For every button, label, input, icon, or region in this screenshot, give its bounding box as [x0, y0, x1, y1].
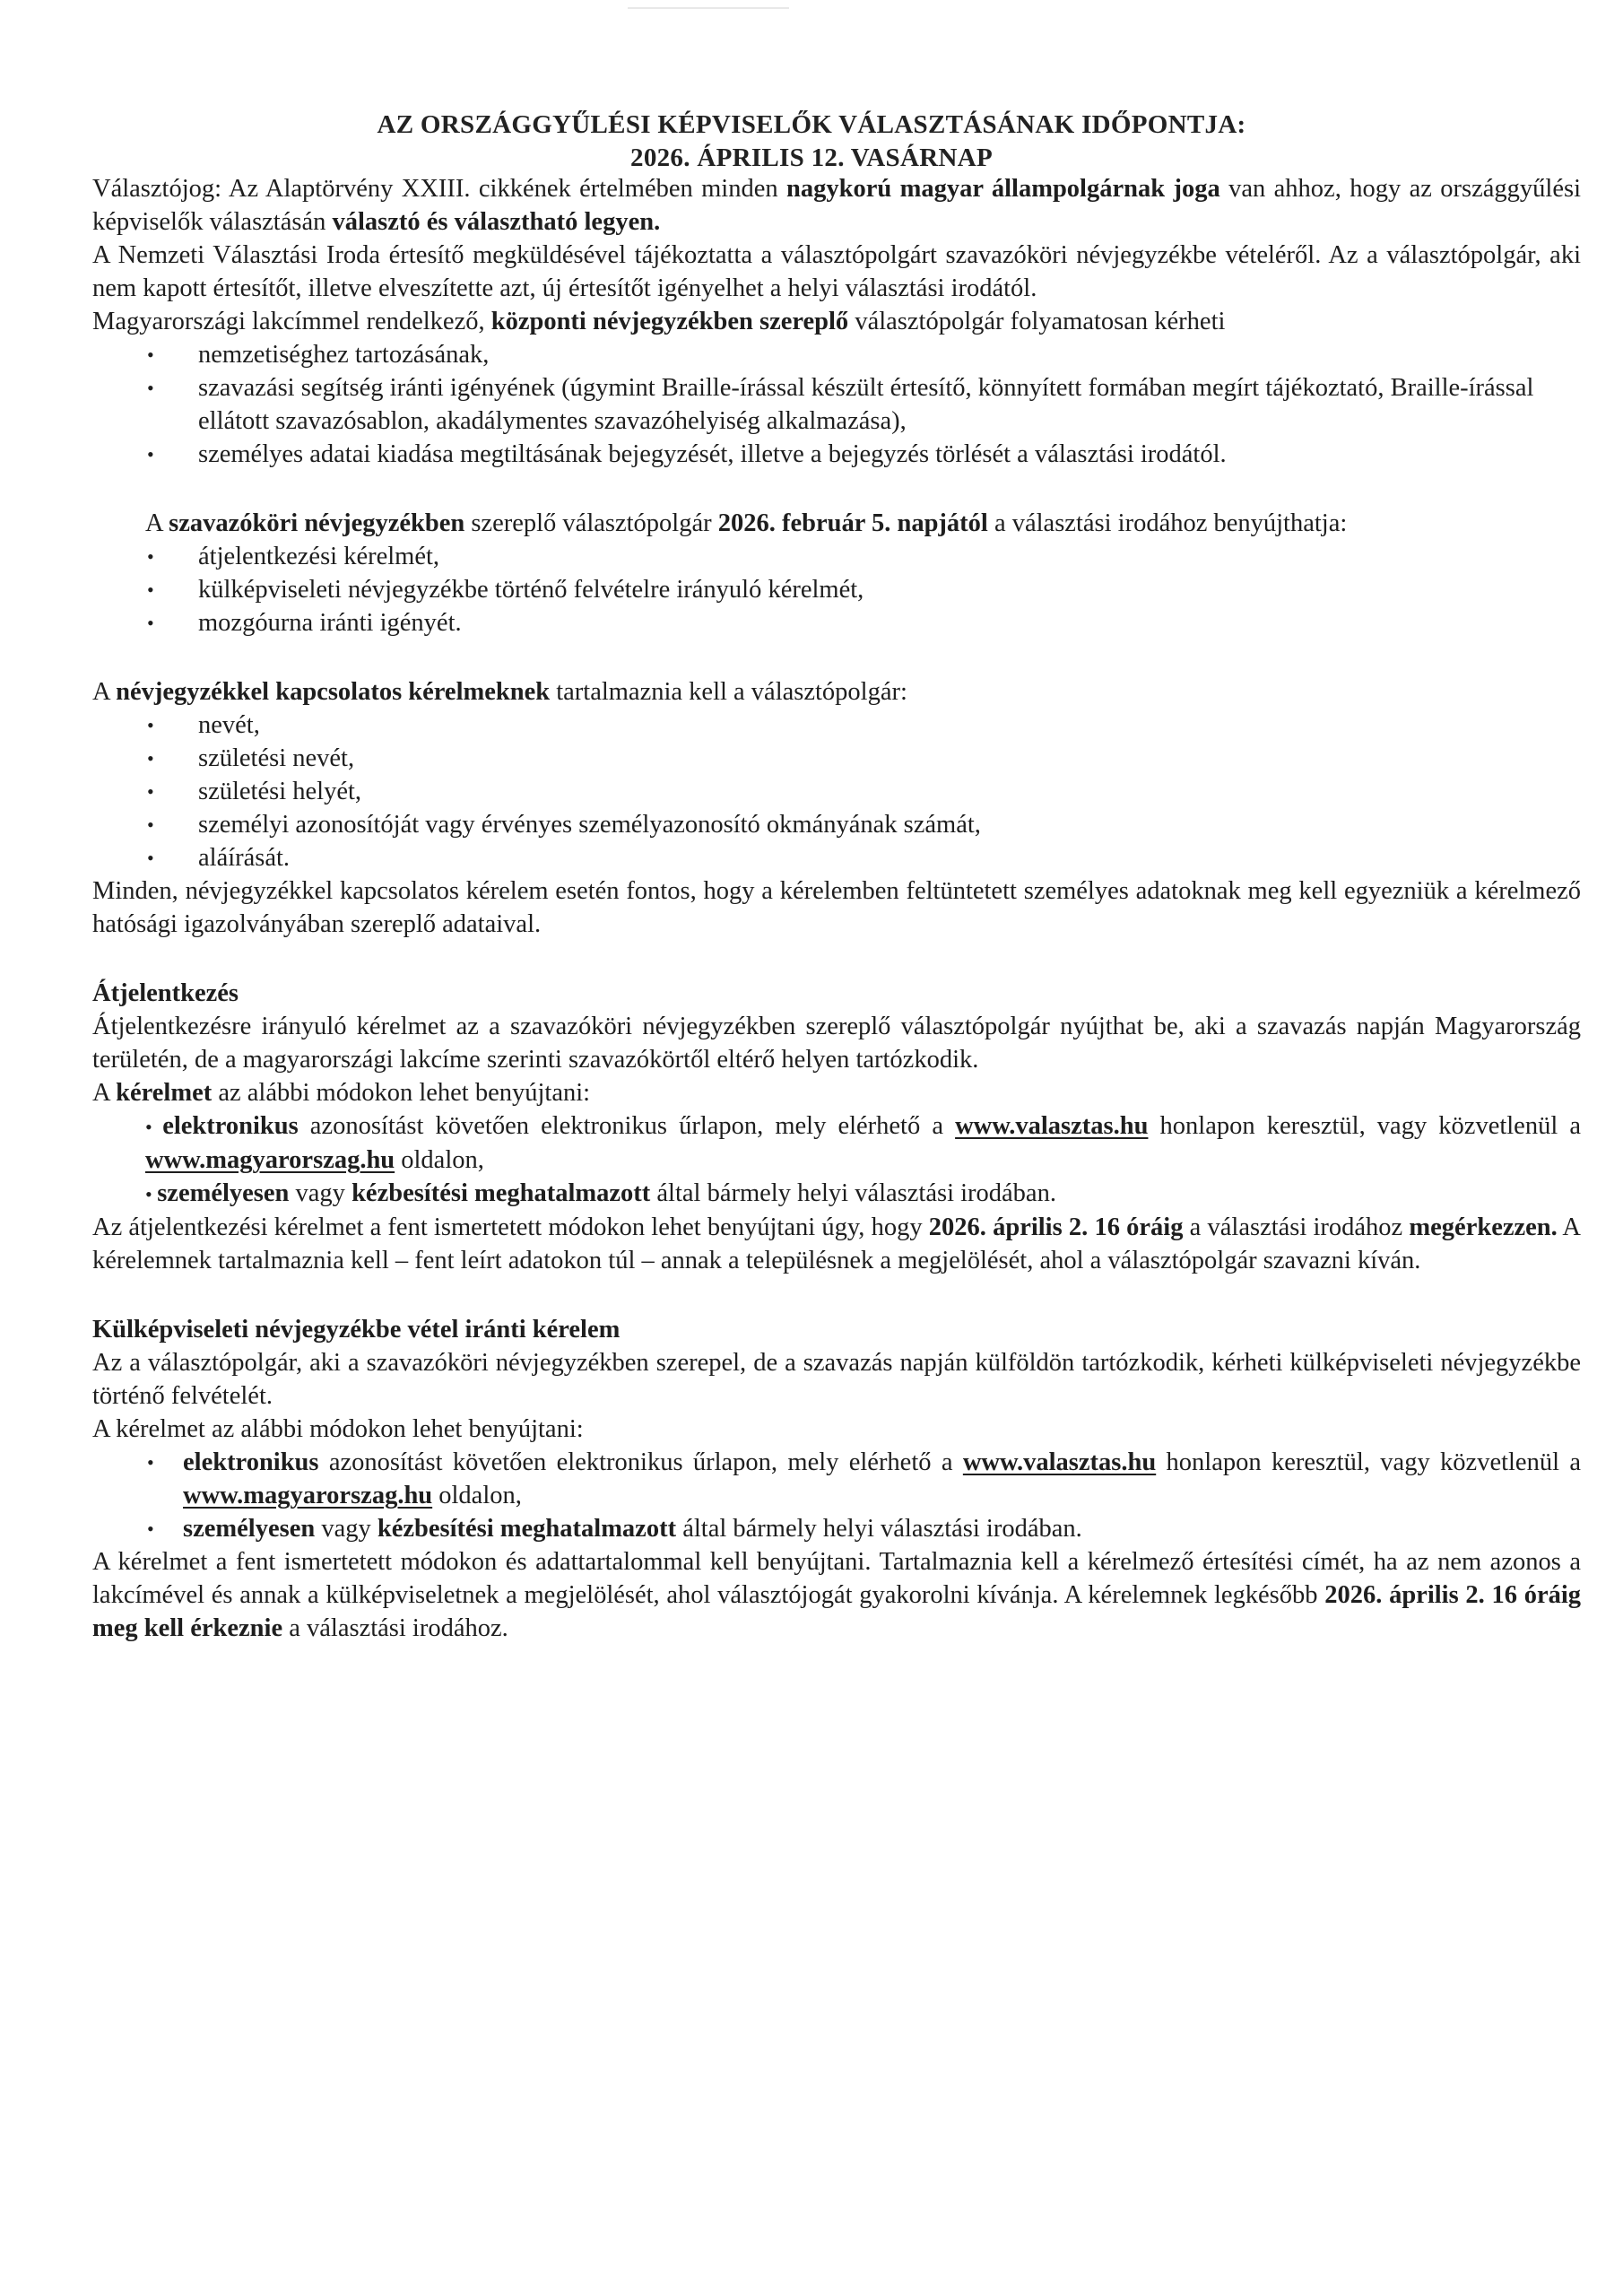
emphasis: elektronikus	[162, 1112, 299, 1140]
list-item: • nevét,	[145, 709, 1581, 742]
emphasis: 2026. február 5. napjától	[717, 509, 988, 537]
list-item: • átjelentkezési kérelmét,	[145, 540, 1581, 573]
notification-paragraph: A Nemzeti Választási Iroda értesítő megküldésével tájékoztatta a választópolgárt szavazóköri névjegyzékbe vételéről. Az a választópolgár, aki nem kapott értesítőt, illetve elveszítette azt, új értesítőt igényelhet a helyi választási irodától.	[92, 241, 1581, 302]
text: által bármely helyi választási irodában.	[650, 1179, 1056, 1207]
magyarorszag-link[interactable]: www.magyarorszag.hu	[183, 1482, 433, 1509]
emphasis: szavazóköri névjegyzékben	[169, 509, 465, 537]
text: oldalon,	[395, 1146, 484, 1174]
voting-right-paragraph	[92, 172, 1581, 239]
abroad-methods-intro: A kérelmet az alábbi módokon lehet benyújtani:	[92, 1415, 584, 1443]
central-register-list	[145, 338, 1581, 471]
text: Az átjelentkezési kérelmet a fent ismertetett módokon lehet benyújtani úgy, hogy	[92, 1213, 929, 1241]
text: által bármely helyi választási irodában.	[676, 1515, 1082, 1543]
list-item: • szavazási segítség iránti igényének (úgymint Braille-írással készült értesítő, könnyített formában megírt tájékoztató, Braille-írással ellátott szavazósablon, akadálymentes szavazóhelyiség alkalmazása),	[145, 371, 1581, 438]
text: a választási irodához benyújthatja:	[987, 509, 1348, 537]
abroad-heading: Külképviseleti névjegyzékbe vétel iránti kérelem	[92, 1316, 621, 1344]
list-item: • külképviseleti névjegyzékbe történő felvételre irányuló kérelmét,	[145, 573, 1581, 606]
text: A	[92, 678, 117, 706]
abroad-method-personal	[92, 1512, 1581, 1545]
list-item: • aláírását.	[145, 841, 1581, 874]
document-title-line2: 2026. ÁPRILIS 12. VASÁRNAP	[630, 144, 993, 172]
valasztas-link[interactable]: www.valasztas.hu	[955, 1112, 1149, 1140]
bullet	[145, 1179, 157, 1207]
emphasis: kézbesítési meghatalmazott	[352, 1179, 651, 1207]
list-item: • személyes adatai kiadása megtiltásának bejegyzését, illetve a bejegyzés törlését a választási irodától.	[145, 438, 1581, 471]
text: A kérelemnek tartalmaznia kell – fent leírt adatokon túl – annak a településnek a megjelölését, ahol a választópolgár szavazni kíván.	[92, 1213, 1581, 1274]
emphasis: választó és választható legyen.	[332, 208, 661, 236]
text: Választójog: Az Alaptörvény XXIII. cikkének értelmében minden	[92, 175, 787, 203]
bullet	[145, 1112, 162, 1140]
text: azonosítást követően elektronikus űrlapon, mely elérhető a	[298, 1112, 956, 1140]
requirements-paragraph	[92, 675, 1581, 709]
requirements-note: Minden, névjegyzékkel kapcsolatos kérelem esetén fontos, hogy a kérelemben feltüntetett személyes adatoknak meg kell egyezniük a kérelmező hatósági igazolványában szereplő adataival.	[92, 877, 1581, 938]
requirements-list	[145, 709, 1581, 874]
list-item: • nemzetiséghez tartozásának,	[145, 338, 1581, 371]
document-body	[92, 172, 1581, 1645]
document-title-line1: AZ ORSZÁGGYŰLÉSI KÉPVISELŐK VÁLASZTÁSÁNAK IDŐPONTJA:	[377, 110, 1246, 139]
text: oldalon,	[432, 1482, 522, 1509]
emphasis: kézbesítési meghatalmazott	[377, 1515, 677, 1543]
emphasis: kérelmet	[116, 1079, 213, 1107]
text: honlapon keresztül, vagy közvetlenül a	[1156, 1448, 1581, 1476]
emphasis: 2026. április 2. 16 óráig	[928, 1213, 1184, 1241]
emphasis: elektronikus	[183, 1448, 319, 1476]
abroad-deadline-paragraph	[92, 1545, 1581, 1645]
text: A	[92, 1079, 117, 1107]
submission-paragraph	[145, 507, 1581, 540]
list-item: • születési helyét,	[145, 775, 1581, 808]
text: A	[145, 509, 169, 537]
abroad-methods-list	[92, 1446, 1581, 1545]
submission-list	[145, 540, 1581, 639]
text: honlapon keresztül, vagy közvetlenül a	[1148, 1112, 1582, 1140]
scan-artifact	[628, 7, 789, 9]
text: vagy	[289, 1179, 352, 1207]
text: szereplő választópolgár	[464, 509, 718, 537]
emphasis: személyesen	[183, 1515, 316, 1543]
emphasis: központi névjegyzékben szereplő	[490, 308, 849, 335]
emphasis: 2026. április 2. 16 óráig meg kell érkeznie	[92, 1581, 1582, 1642]
text: van ahhoz, hogy az országgyűlési képviselők választásán	[92, 175, 1581, 236]
emphasis: megérkezzen.	[1409, 1213, 1558, 1241]
transfer-deadline-paragraph	[92, 1211, 1581, 1277]
valasztas-link[interactable]: www.valasztas.hu	[962, 1448, 1157, 1476]
text: a választási irodához.	[282, 1614, 508, 1642]
text: az alábbi módokon lehet benyújtani:	[212, 1079, 591, 1107]
transfer-heading: Átjelentkezés	[92, 979, 239, 1007]
text: a választási irodához	[1183, 1213, 1410, 1241]
list-item: • személyi azonosítóját vagy érvényes személyazonosító okmányának számát,	[145, 808, 1581, 841]
text: vagy	[315, 1515, 378, 1543]
transfer-paragraph: Átjelentkezésre irányuló kérelmet az a szavazóköri névjegyzékben szereplő választópolgár nyújthat be, aki a szavazás napján Magyarország területén, de a magyarországi lakcíme szerinti szavazókörtől eltérő helyen tartózkodik.	[92, 1013, 1581, 1074]
abroad-method-electronic	[92, 1446, 1581, 1512]
magyarorszag-link[interactable]: www.magyarorszag.hu	[145, 1146, 395, 1174]
list-item: • mozgóurna iránti igényét.	[145, 606, 1581, 639]
text: tartalmaznia kell a választópolgár:	[550, 678, 907, 706]
transfer-method-electronic	[145, 1109, 1581, 1177]
transfer-method-personal	[145, 1177, 1581, 1211]
text: A kérelmet a fent ismertetett módokon és adattartalommal kell benyújtani. Tartalmaznia kell a kérelmező értesítési címét, ha az nem azonos a lakcímével és annak a külképviseletnek a megjelölését, ahol választójogát gyakorolni kívánja. A kérelemnek legkésőbb	[92, 1548, 1581, 1609]
text: azonosítást követően elektronikus űrlapon, mely elérhető a	[318, 1448, 963, 1476]
emphasis: névjegyzékkel kapcsolatos kérelmeknek	[116, 678, 551, 706]
emphasis: nagykorú magyar állampolgárnak joga	[786, 175, 1220, 203]
list-item: • születési nevét,	[145, 742, 1581, 775]
text: Magyarországi lakcímmel rendelkező,	[92, 308, 491, 335]
central-register-paragraph	[92, 305, 1581, 338]
abroad-paragraph: Az a választópolgár, aki a szavazóköri névjegyzékben szerepel, de a szavazás napján külföldön tartózkodik, kérheti külképviseleti névjegyzékbe történő felvételét.	[92, 1349, 1581, 1410]
transfer-methods-intro	[92, 1076, 1581, 1109]
emphasis: személyesen	[157, 1179, 290, 1207]
text: választópolgár folyamatosan kérheti	[848, 308, 1226, 335]
